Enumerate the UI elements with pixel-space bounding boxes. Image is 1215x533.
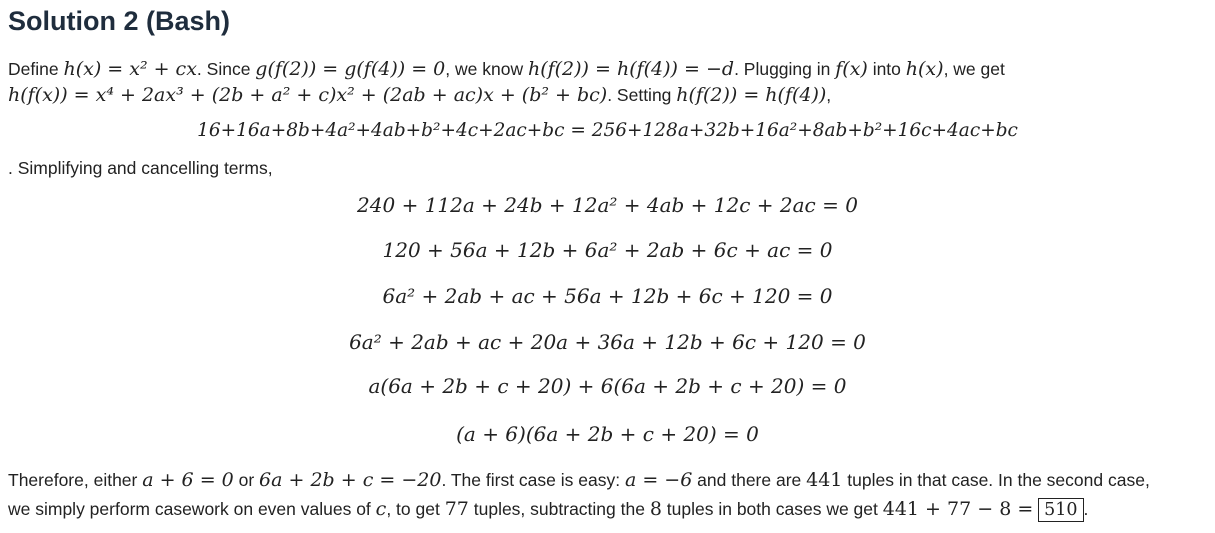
math-inline: 441: [806, 469, 843, 491]
text: into: [867, 59, 906, 79]
math-inline: h(f(2)) = h(f(4)) = −d: [527, 58, 735, 80]
math-inline: a = −6: [624, 469, 693, 491]
boxed-answer: 510: [1038, 498, 1083, 522]
text: Therefore, either: [8, 470, 143, 490]
paragraph-intro-line-2: [8, 82, 831, 108]
math-inline: h(x) = x² + cx: [63, 58, 197, 80]
math-inline: h(f(x)) = x⁴ + 2ax³ + (2b + a² + c)x² + (2ab + ac)x + (b² + bc): [8, 84, 608, 106]
text: . Setting: [607, 85, 677, 105]
display-equation-5: a(6a + 2b + c + 20) + 6(6a + 2b + c + 20) = 0: [368, 374, 847, 398]
paragraph-conclusion-line-1: [8, 467, 1150, 493]
text: , to get: [386, 499, 445, 519]
display-equation-1: 240 + 112a + 24b + 12a² + 4ab + 12c + 2ac = 0: [357, 193, 858, 217]
text: Define: [8, 59, 64, 79]
math-inline: h(x): [905, 58, 944, 80]
text: tuples in both cases we get: [661, 499, 883, 519]
math-inline: 77: [444, 498, 469, 520]
math-inline: a + 6 = 0: [142, 469, 234, 491]
section-heading: Solution 2 (Bash): [8, 6, 230, 36]
math-inline: c: [375, 498, 387, 520]
math-inline: h(f(2)) = h(f(4)): [676, 84, 827, 106]
text: , we know: [445, 59, 528, 79]
paragraph-conclusion-line-2: [8, 496, 1088, 522]
display-equation-4: 6a² + 2ab + ac + 20a + 36a + 12b + 6c + 120 = 0: [349, 330, 866, 354]
text: .: [1083, 499, 1089, 519]
display-equation-2: 120 + 56a + 12b + 6a² + 2ab + 6c + ac = 0: [382, 238, 833, 262]
paragraph-simplifying: . Simplifying and cancelling terms,: [8, 158, 273, 178]
display-equation-3: 6a² + 2ab + ac + 56a + 12b + 6c + 120 = 0: [382, 284, 833, 308]
text: . The first case is easy:: [441, 470, 625, 490]
text: . Since: [196, 59, 256, 79]
text: or: [233, 470, 260, 490]
display-equation-6: (a + 6)(6a + 2b + c + 20) = 0: [456, 422, 759, 446]
text: tuples in that case. In the second case,: [842, 470, 1150, 490]
text: tuples, subtracting the: [468, 499, 650, 519]
text: we simply perform casework on even values of: [8, 499, 376, 519]
math-inline: 8: [649, 498, 662, 520]
math-inline: 441 + 77 − 8 =: [882, 498, 1034, 520]
text: . Plugging in: [734, 59, 836, 79]
text: and there are: [692, 470, 807, 490]
text: ,: [826, 85, 832, 105]
math-inline: 6a + 2b + c = −20: [259, 469, 442, 491]
display-equation-expanded: 16+16a+8b+4a²+4ab+b²+4c+2ac+bc = 256+128a+32b+16a²+8ab+b²+16c+4ac+bc: [197, 120, 1018, 141]
text: , we get: [943, 59, 1005, 79]
math-inline: g(f(2)) = g(f(4)) = 0: [255, 58, 446, 80]
math-inline: f(x): [835, 58, 868, 80]
paragraph-intro-line-1: [8, 56, 1005, 82]
